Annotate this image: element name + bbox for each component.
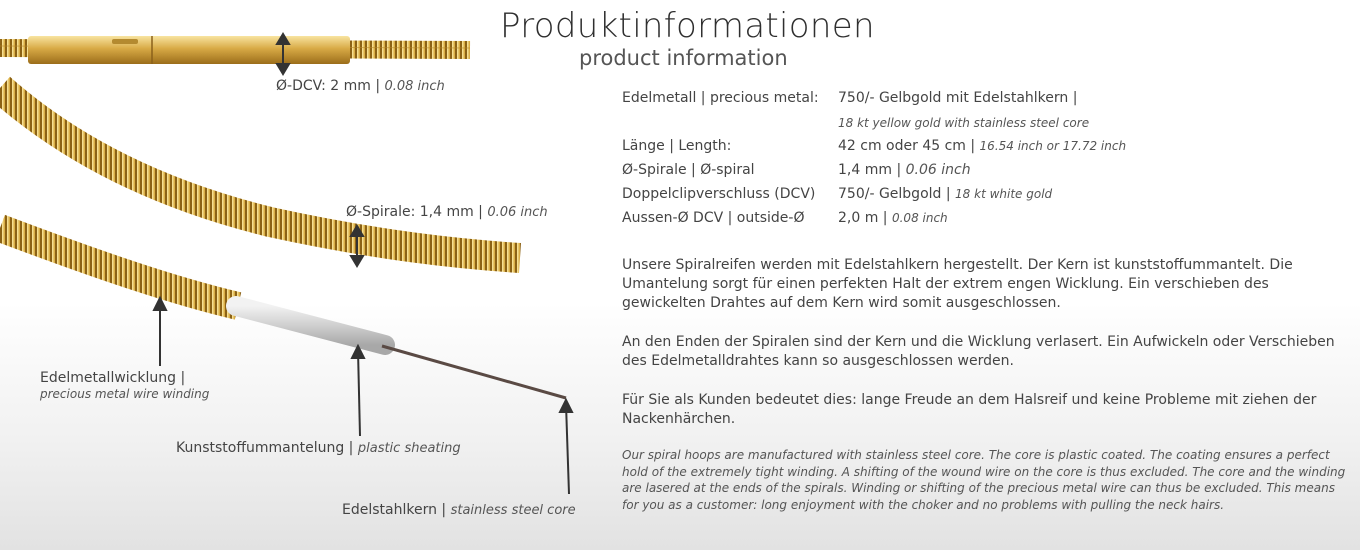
spec-value: 750/- Gelbgold mit Edelstahlkern | bbox=[838, 90, 1078, 106]
winding-arrow bbox=[154, 298, 166, 366]
description-paragraph-3: Für Sie als Kunden bedeutet dies: lange Freude an dem Halsreif und keine Probleme mit ziehen der Nackenhärchen. bbox=[622, 392, 1317, 427]
spec-key: Edelmetall | precious metal: bbox=[622, 90, 819, 106]
winding-label: Edelmetallwicklung | precious metal wire winding bbox=[40, 370, 210, 401]
plastic-sheating bbox=[236, 306, 385, 345]
spec-value: 42 cm oder 45 cm | 16.54 inch or 17.72 inch bbox=[838, 138, 1127, 154]
core-label: Edelstahlkern | stainless steel core bbox=[342, 502, 576, 518]
page-subtitle: product information bbox=[579, 46, 788, 70]
spec-key: Ø-Spirale | Ø-spiral bbox=[622, 162, 755, 178]
spec-value: 2,0 m | 0.08 inch bbox=[838, 210, 948, 226]
dcv-clasp-spiral bbox=[0, 36, 470, 64]
spec-value: 750/- Gelbgold | 18 kt white gold bbox=[838, 186, 1053, 202]
spec-sub-value: 18 kt yellow gold with stainless steel core bbox=[838, 116, 1090, 130]
middle-spiral bbox=[0, 88, 520, 258]
steel-core bbox=[382, 346, 566, 398]
core-arrow bbox=[560, 400, 572, 494]
sheating-label: Kunststoffummantelung | plastic sheating bbox=[176, 440, 461, 456]
spec-key: Doppelclipverschluss (DCV) bbox=[622, 186, 816, 202]
description-paragraph-1: Unsere Spiralreifen werden mit Edelstahlkern hergestellt. Der Kern ist kunststoffummantelt. Die Umantelung sorgt für einen perfekten Halt der extrem engen Wicklung. Ein verschieben des gewickelten Drahtes auf dem Kern wird somit ausgeschlossen. bbox=[622, 257, 1293, 311]
page-title: Produktinformationen bbox=[500, 6, 875, 46]
spec-value: 1,4 mm | 0.06 inch bbox=[838, 162, 971, 178]
spec-key: Aussen-Ø DCV | outside-Ø bbox=[622, 210, 805, 226]
description-paragraph-2: An den Enden der Spiralen sind der Kern und die Wicklung verlasert. Ein Aufwickeln oder Verschieben des Edelmetalldrahtes kann so ausgeschlossen werden. bbox=[622, 334, 1335, 369]
dcv-diameter-label: Ø-DCV: 2 mm | 0.08 inch bbox=[276, 78, 445, 94]
dcv-clasp bbox=[28, 36, 350, 64]
sheating-arrow bbox=[352, 346, 364, 436]
spiral-diameter-label: Ø-Spirale: 1,4 mm | 0.06 inch bbox=[346, 204, 548, 220]
spec-key: Länge | Length: bbox=[622, 138, 732, 154]
english-description: Our spiral hoops are manufactured with stainless steel core. The core is plastic coated. The coating ensures a perfect hold of the extremely tight winding. A shifting of the wound wire on the core is thus excluded. The core and the winding are lasered at the ends of the spirals. Winding or shifting of the precious metal wire can thus be excluded. This means for you as a customer: long enjoyment with the choker and no problems with pulling the neck hairs. bbox=[622, 448, 1346, 512]
